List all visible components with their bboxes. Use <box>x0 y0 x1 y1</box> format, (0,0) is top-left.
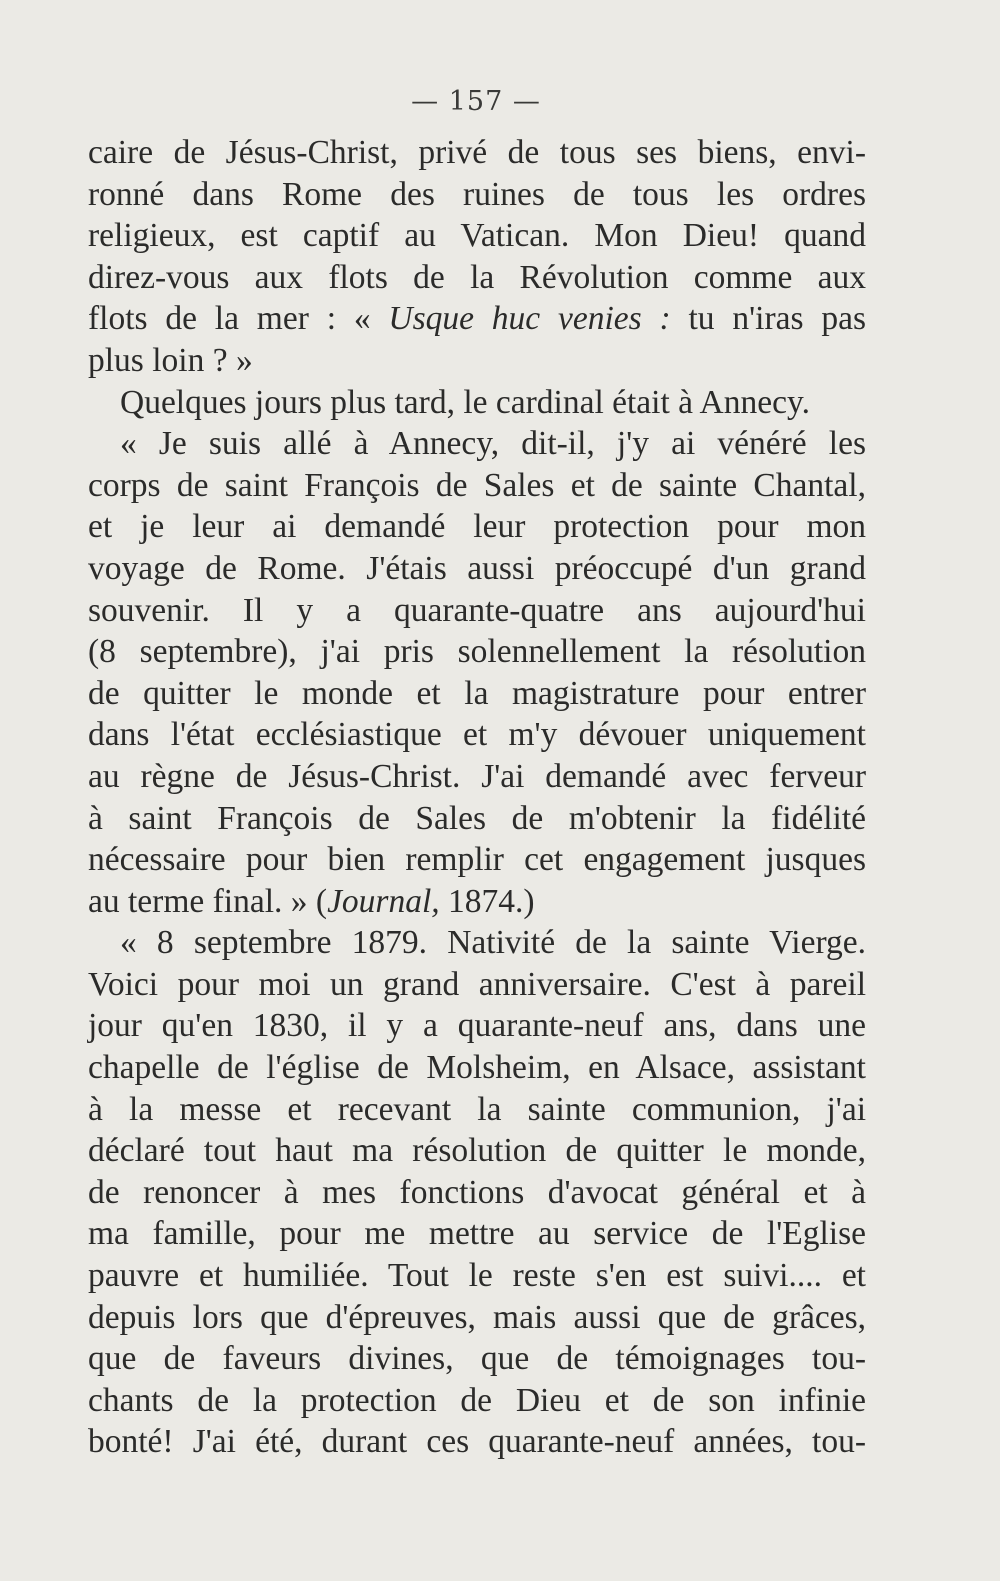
text-line: au règne de Jésus-Christ. J'ai demandé avec ferveur <box>88 757 866 795</box>
text-line: « Je suis allé à Annecy, dit-il, j'y ai vénéré les <box>120 425 866 463</box>
text-line: de quitter le monde et la magistrature pour entrer <box>88 674 866 712</box>
text-line <box>88 298 866 340</box>
text-line: déclaré tout haut ma résolution de quitter le monde, <box>88 1132 866 1170</box>
text-line: « 8 septembre 1879. Nativité de la sainte Vierge. <box>120 924 866 962</box>
text-line: depuis lors que d'épreuves, mais aussi que de grâces, <box>88 1298 866 1336</box>
text-line: voyage de Rome. J'étais aussi préoccupé d'un grand <box>88 549 866 587</box>
text-line: religieux, est captif au Vatican. Mon Dieu! quand <box>88 217 866 255</box>
text-line: à saint François de Sales de m'obtenir la fidélité <box>88 799 866 837</box>
text-line: bonté! J'ai été, durant ces quarante-neuf années, tou- <box>88 1423 866 1461</box>
text-line: Voici pour moi un grand anniversaire. C'est à pareil <box>88 965 866 1003</box>
text-line: que de faveurs divines, que de témoignages tou- <box>88 1340 866 1378</box>
text-line <box>88 881 866 923</box>
text-line: et je leur ai demandé leur protection pour mon <box>88 508 866 546</box>
text-line: corps de saint François de Sales et de sainte Chantal, <box>88 466 866 504</box>
citation-title: Journal, <box>327 882 440 920</box>
text-segment: flots de la mer : « <box>88 300 389 338</box>
latin-quote: Usque huc venies : <box>388 300 671 338</box>
text-line: jour qu'en 1830, il y a quarante-neuf ans, dans une <box>88 1007 866 1045</box>
text-line: chapelle de l'église de Molsheim, en Alsace, assistant <box>88 1049 866 1087</box>
text-line: plus loin ? » <box>88 341 253 379</box>
text-line: chants de la protection de Dieu et de son infinie <box>88 1381 866 1419</box>
text-segment: tu n'iras pas <box>670 300 866 338</box>
text-line: de renoncer à mes fonctions d'avocat général et à <box>88 1173 866 1211</box>
text-segment: au terme final. » ( <box>88 882 328 920</box>
body-text <box>88 132 866 1463</box>
text-line: nécessaire pour bien remplir cet engagement jusques <box>88 841 866 879</box>
text-line: ronné dans Rome des ruines de tous les ordres <box>88 175 866 213</box>
text-line: à la messe et recevant la sainte communion, j'ai <box>88 1090 866 1128</box>
text-line: caire de Jésus-Christ, privé de tous ses biens, envi- <box>88 134 866 171</box>
text-line: ma famille, pour me mettre au service de l'Eglise <box>88 1215 866 1253</box>
text-line: (8 septembre), j'ai pris solennellement la résolution <box>88 633 866 671</box>
text-line: dans l'état ecclésiastique et m'y dévouer uniquement <box>88 716 866 754</box>
text-line: pauvre et humiliée. Tout le reste s'en est suivi.... et <box>88 1257 866 1295</box>
text-segment: 1874.) <box>439 882 535 920</box>
text-line: souvenir. Il y a quarante-quatre ans aujourd'hui <box>88 591 866 629</box>
text-line: direz-vous aux flots de la Révolution comme aux <box>88 258 866 296</box>
text-line: Quelques jours plus tard, le cardinal était à Annecy. <box>120 383 810 421</box>
page-number: — 157 — <box>411 86 541 117</box>
